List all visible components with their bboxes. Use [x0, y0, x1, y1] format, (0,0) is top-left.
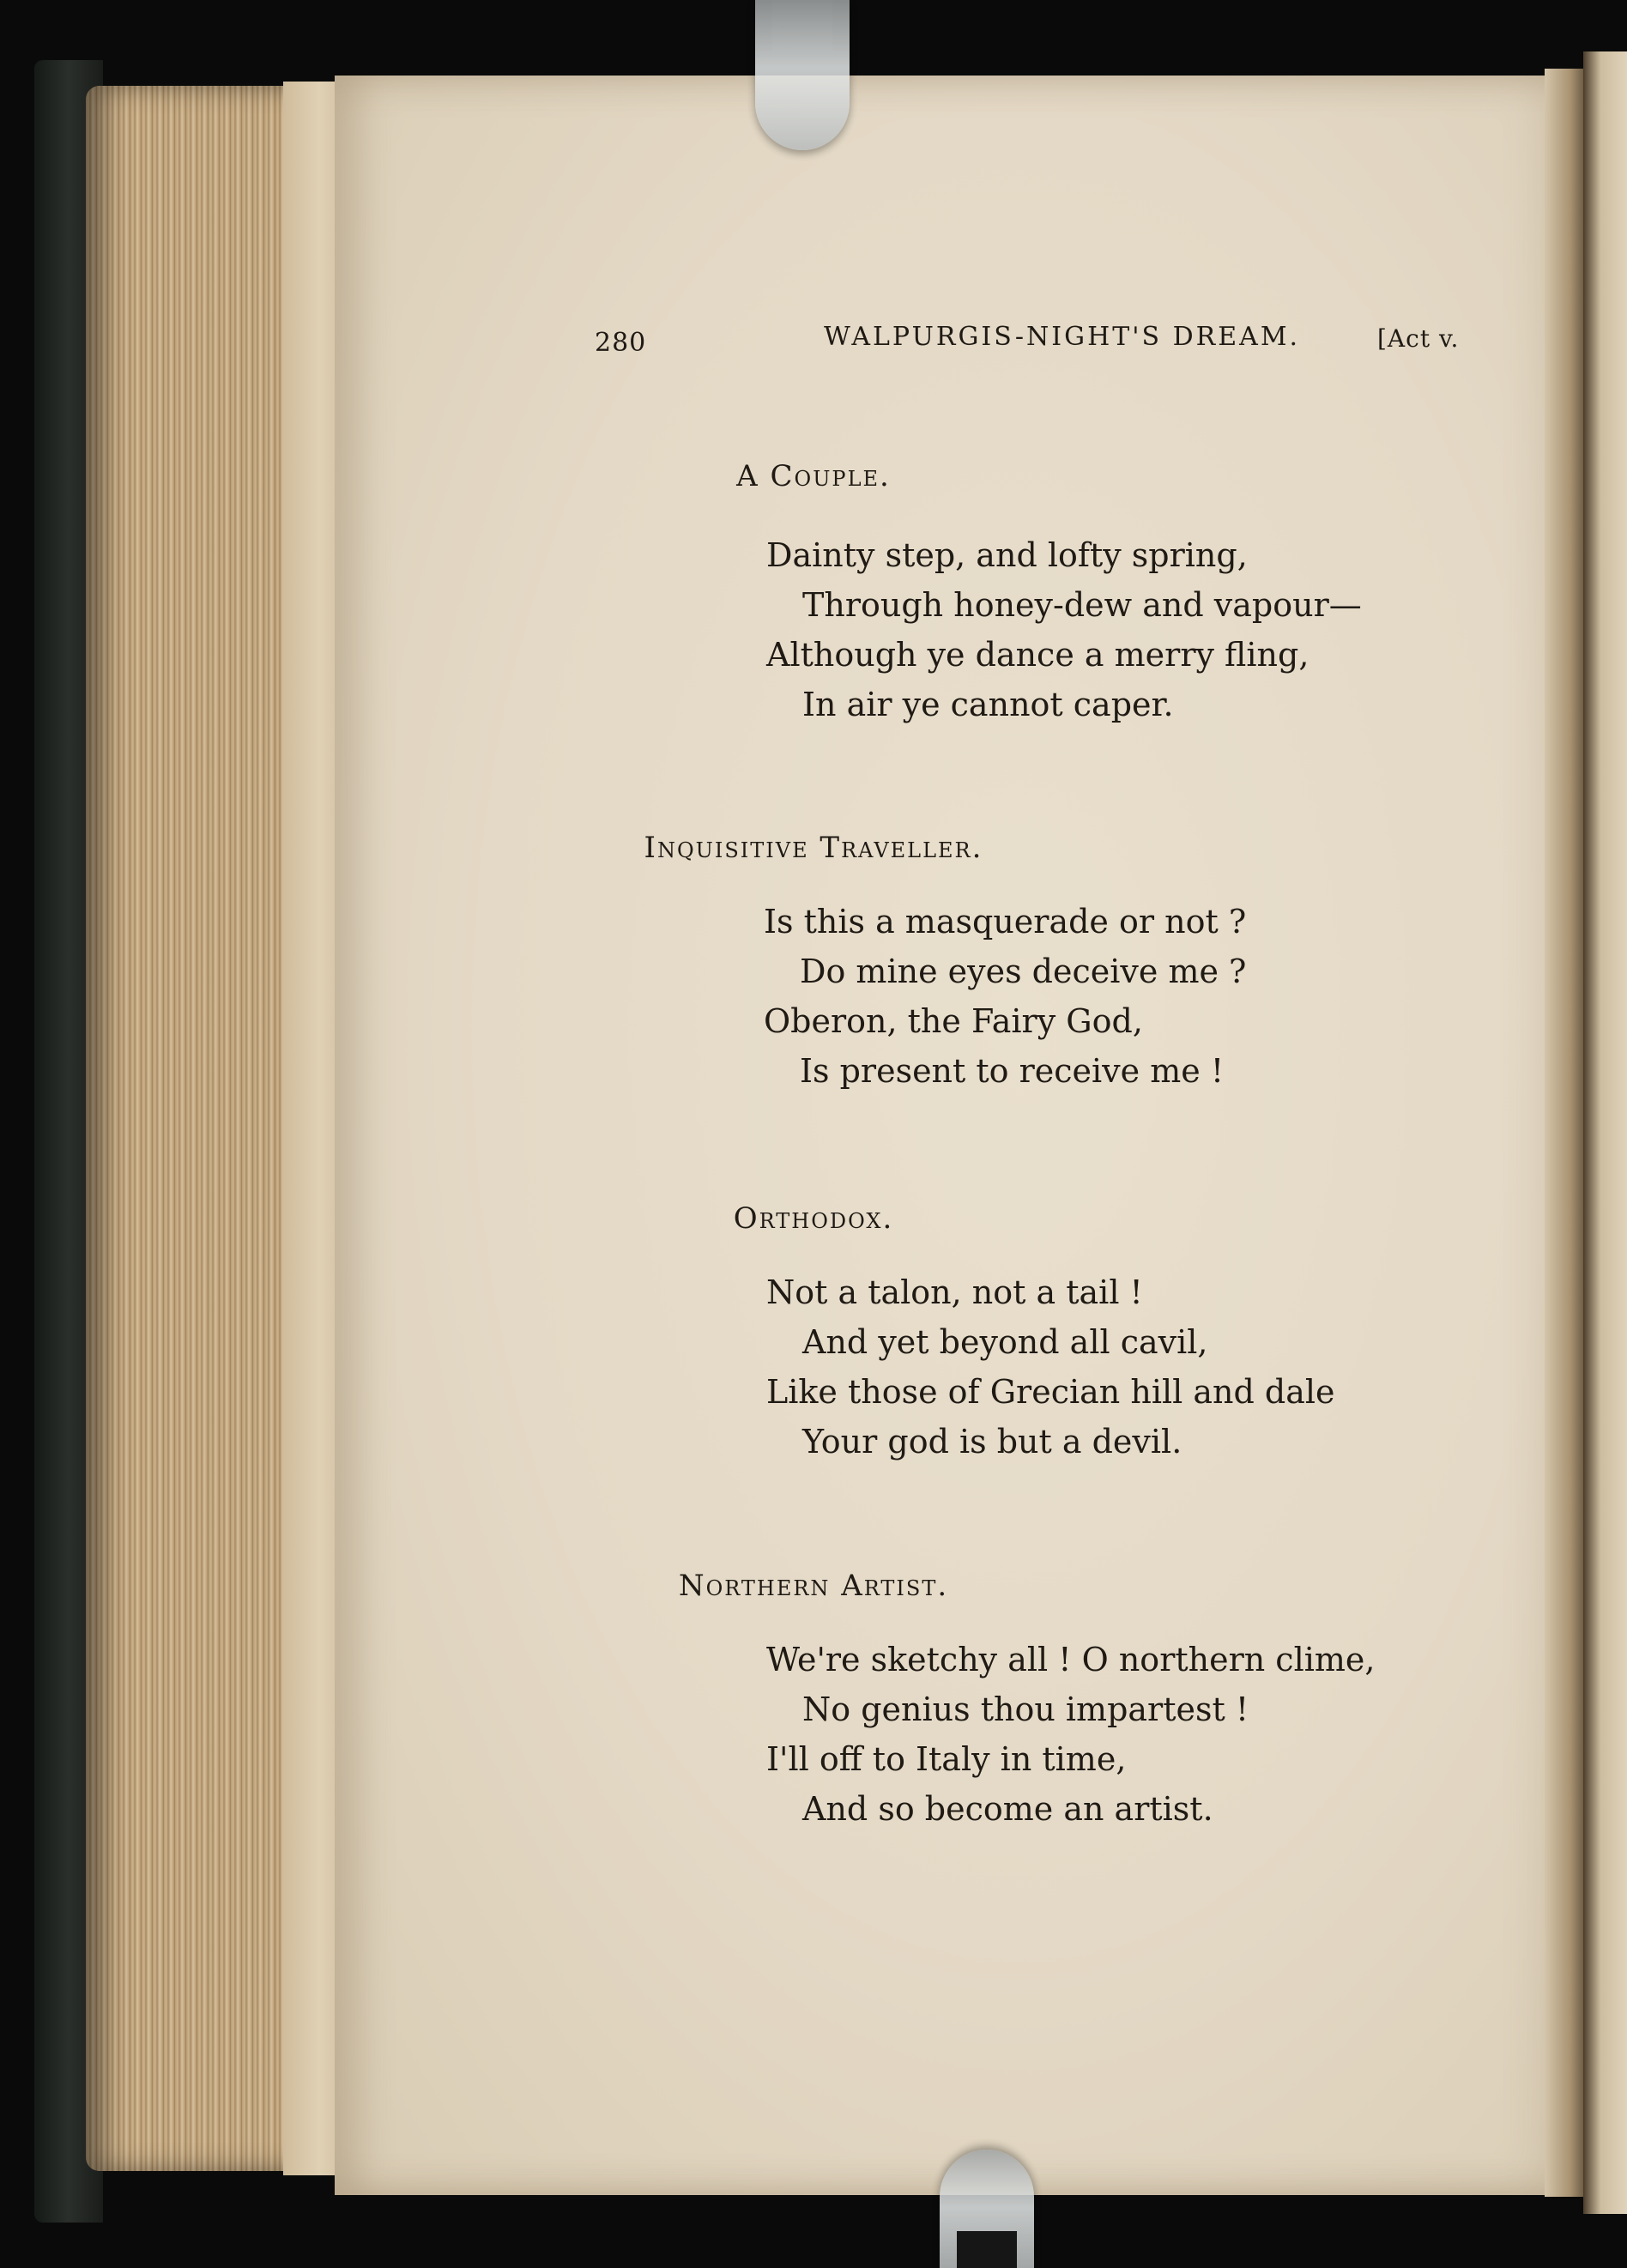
stanza — [766, 1267, 1335, 1467]
page-clip-top — [755, 0, 850, 150]
page — [335, 76, 1579, 2195]
section-heading: A Couple. — [736, 459, 891, 493]
verse-line: Is this a masquerade or not ? — [764, 903, 1247, 940]
act-marker: [Act v. — [1377, 324, 1460, 353]
page-number: 280 — [595, 328, 647, 358]
verse-line: Through honey-dew and vapour— — [802, 586, 1362, 624]
stanza — [764, 897, 1246, 1096]
verse-line: Although ye dance a merry fling, — [766, 636, 1309, 674]
verse-line: Oberon, the Fairy God, — [764, 1002, 1143, 1040]
book-gutter — [1545, 69, 1588, 2197]
section-heading: Orthodox. — [733, 1201, 894, 1236]
section-heading: Inquisitive Traveller. — [644, 831, 983, 865]
running-title: WALPURGIS-NIGHT'S DREAM. — [824, 322, 1301, 352]
verse-line: And yet beyond all cavil, — [802, 1323, 1208, 1361]
stanza — [766, 1635, 1376, 1834]
clip-strap-bottom — [957, 2231, 1017, 2268]
facing-page-edge — [1583, 51, 1627, 2214]
verse-line: Is present to receive me ! — [800, 1052, 1225, 1090]
verse-line: Your god is but a devil. — [802, 1423, 1182, 1461]
verse-line: No genius thou impartest ! — [802, 1690, 1249, 1728]
verse-line: Not a talon, not a tail ! — [766, 1273, 1143, 1311]
verse-line: Like those of Grecian hill and dale — [766, 1373, 1335, 1411]
verse-line: And so become an artist. — [802, 1790, 1213, 1828]
stanza — [766, 530, 1362, 729]
verse-line: In air ye cannot caper. — [802, 686, 1174, 723]
section-heading: Northern Artist. — [678, 1569, 949, 1603]
verse-line: I'll off to Italy in time, — [766, 1740, 1127, 1778]
verse-line: Dainty step, and lofty spring, — [766, 536, 1248, 574]
verse-line: Do mine eyes deceive me ? — [800, 953, 1247, 990]
verse-line: We're sketchy all ! O northern clime, — [766, 1641, 1376, 1678]
